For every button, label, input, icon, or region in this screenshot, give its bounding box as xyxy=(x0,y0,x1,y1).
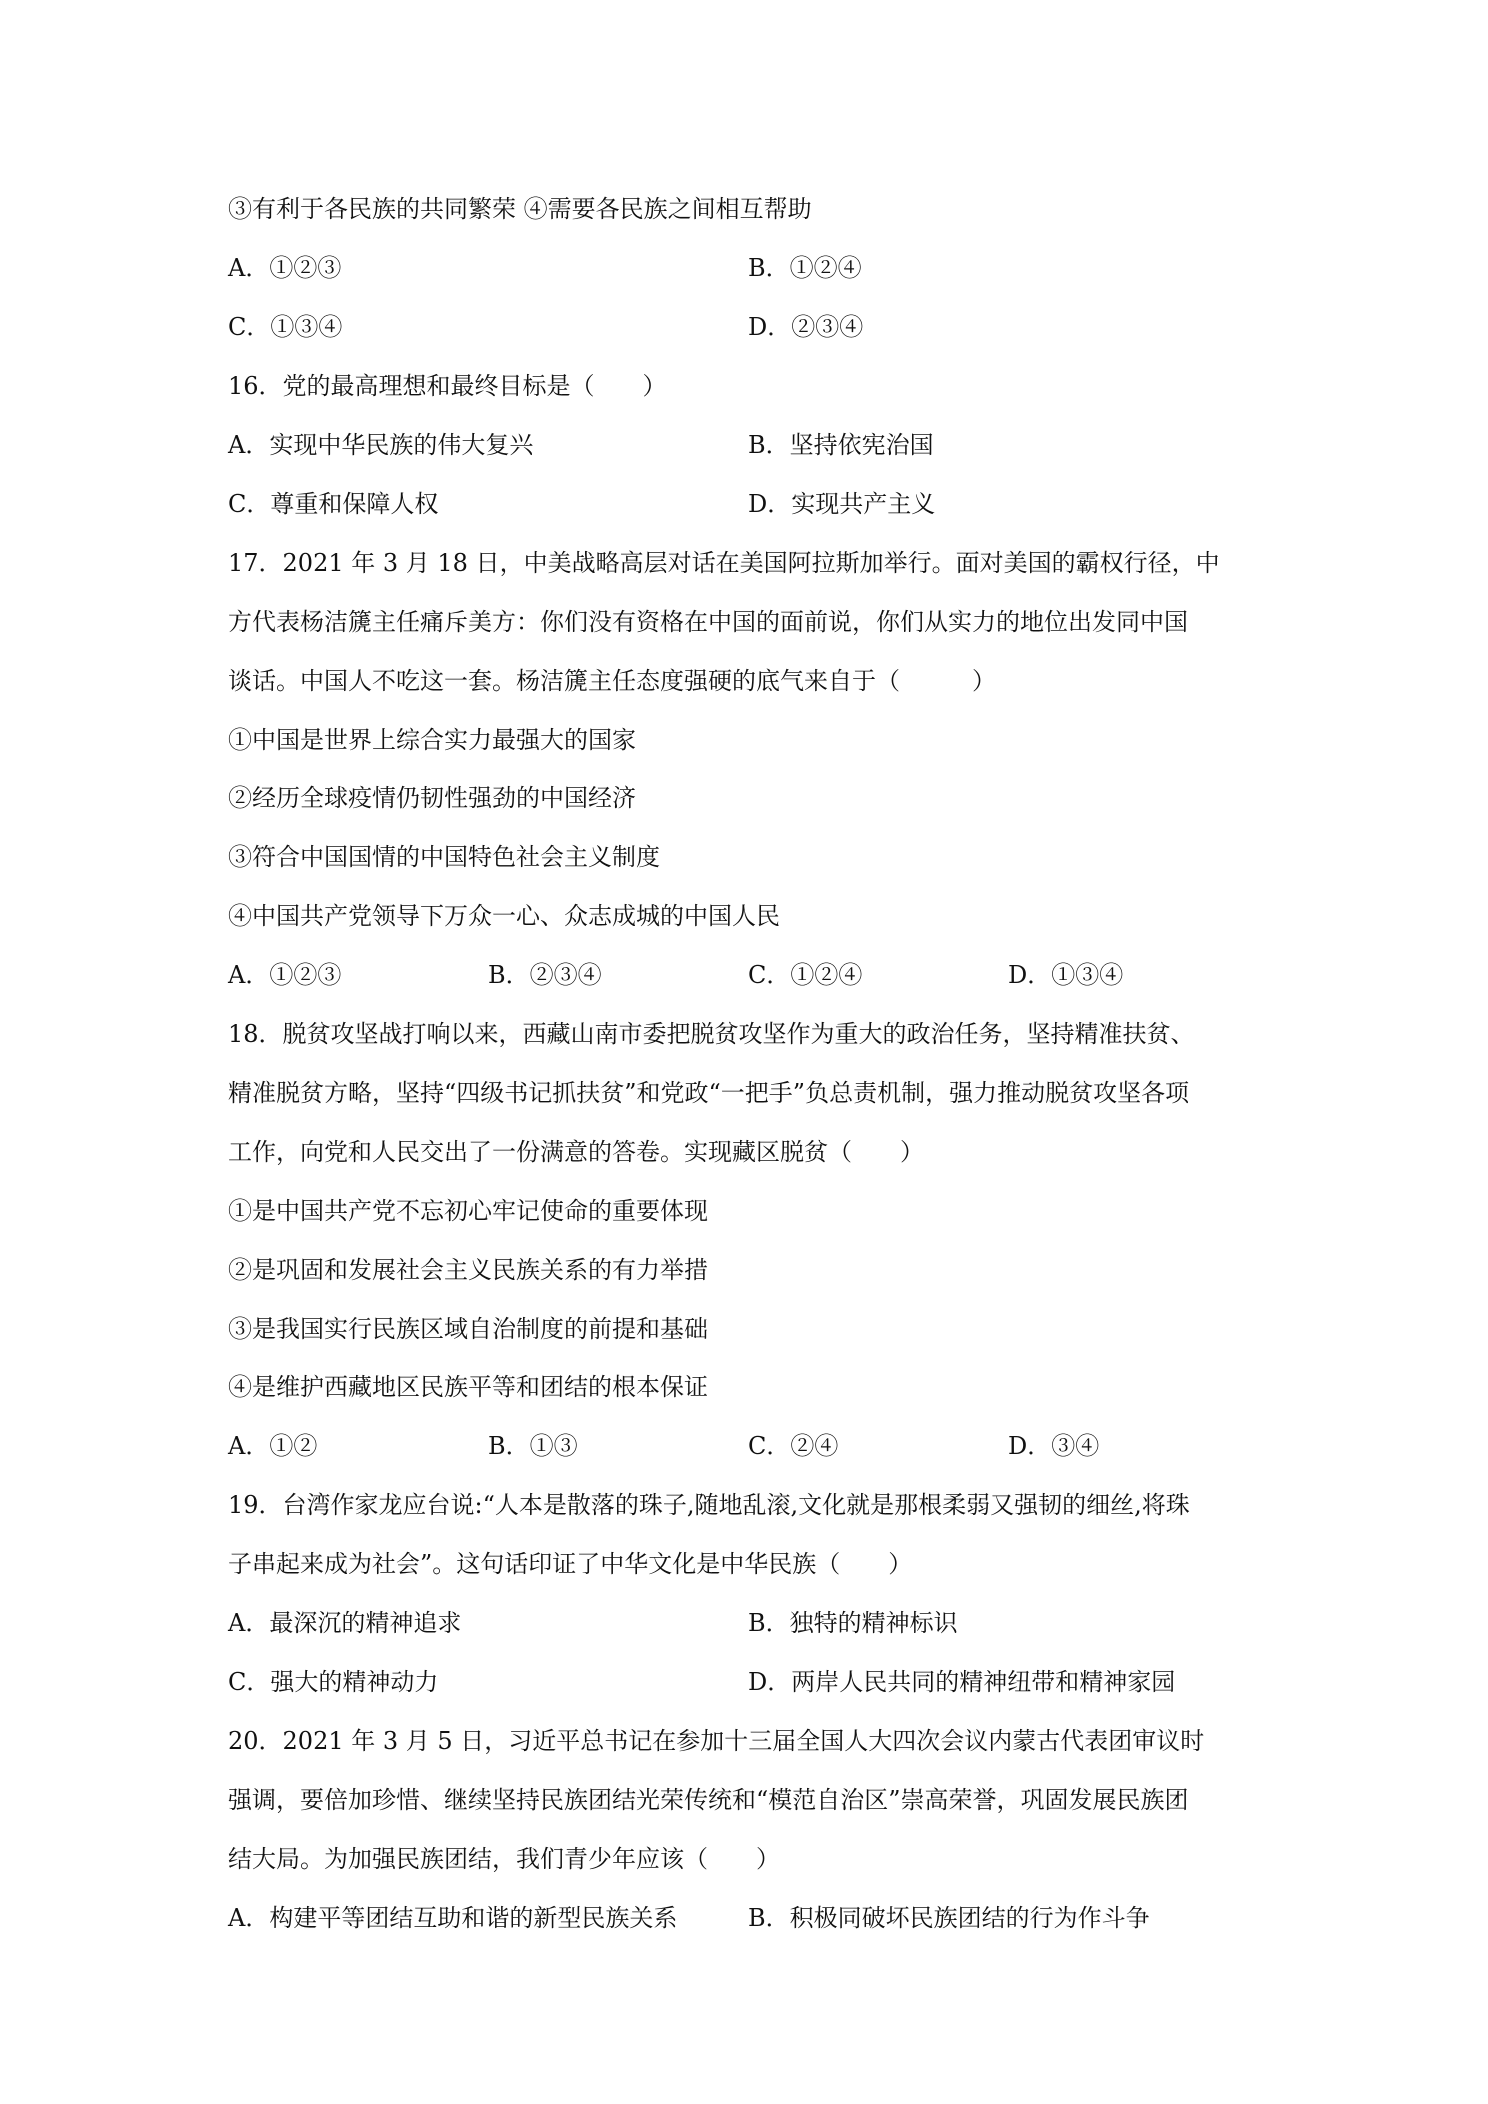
q16-option-a: A．实现中华民族的伟大复兴 xyxy=(228,431,534,459)
q18-option-c: C．②④ xyxy=(748,1432,839,1460)
q15-option-a: A．①②③ xyxy=(228,254,342,282)
q20-option-b: B．积极同破坏民族团结的行为作斗争 xyxy=(748,1904,1150,1932)
q17-stem-line: 17．2021 年 3 月 18 日，中美战略高层对话在美国阿拉斯加举行。面对美国的霸权行径，中 xyxy=(228,549,1220,577)
q15-option-b: B．①②④ xyxy=(748,254,862,282)
q17-option-a: A．①②③ xyxy=(228,961,342,989)
q15-item-line: ③有利于各民族的共同繁荣 ④需要各民族之间相互帮助 xyxy=(228,195,812,223)
q17-item: ④中国共产党领导下万众一心、众志成城的中国人民 xyxy=(228,902,780,930)
q18-option-d: D．③④ xyxy=(1008,1432,1100,1460)
q16-option-b: B．坚持依宪治国 xyxy=(748,431,934,459)
q19-option-b: B．独特的精神标识 xyxy=(748,1609,958,1637)
q18-stem-line: 工作，向党和人民交出了一份满意的答卷。实现藏区脱贫（ ） xyxy=(228,1138,924,1166)
q18-item: ③是我国实行民族区域自治制度的前提和基础 xyxy=(228,1315,708,1343)
q17-stem-line: 方代表杨洁篪主任痛斥美方：你们没有资格在中国的面前说，你们从实力的地位出发同中国 xyxy=(228,608,1188,636)
q20-stem-line: 结大局。为加强民族团结，我们青少年应该（ ） xyxy=(228,1845,780,1873)
q19-option-d: D．两岸人民共同的精神纽带和精神家园 xyxy=(748,1668,1176,1696)
q17-item: ③符合中国国情的中国特色社会主义制度 xyxy=(228,843,660,871)
q19-option-a: A．最深沉的精神追求 xyxy=(228,1609,462,1637)
q19-stem-line: 子串起来成为社会”。这句话印证了中华文化是中华民族（ ） xyxy=(228,1550,913,1578)
q18-option-a: A．①② xyxy=(228,1432,318,1460)
q16-stem: 16．党的最高理想和最终目标是（ ） xyxy=(228,372,667,400)
q18-item: ①是中国共产党不忘初心牢记使命的重要体现 xyxy=(228,1197,708,1225)
q18-item: ②是巩固和发展社会主义民族关系的有力举措 xyxy=(228,1256,708,1284)
q17-option-d: D．①③④ xyxy=(1008,961,1124,989)
q19-option-c: C．强大的精神动力 xyxy=(228,1668,439,1696)
q18-item: ④是维护西藏地区民族平等和团结的根本保证 xyxy=(228,1373,708,1401)
q19-stem-line: 19．台湾作家龙应台说:“人本是散落的珠子,随地乱滚,文化就是那根柔弱又强韧的细丝,将珠 xyxy=(228,1491,1190,1519)
q18-option-b: B．①③ xyxy=(488,1432,578,1460)
q17-option-c: C．①②④ xyxy=(748,961,863,989)
q20-stem-line: 强调，要倍加珍惜、继续坚持民族团结光荣传统和“模范自治区”崇高荣誉，巩固发展民族团 xyxy=(228,1786,1189,1814)
q18-stem-line: 18．脱贫攻坚战打响以来，西藏山南市委把脱贫攻坚作为重大的政治任务，坚持精准扶贫、 xyxy=(228,1020,1195,1048)
q17-item: ①中国是世界上综合实力最强大的国家 xyxy=(228,726,636,754)
q15-option-c: C．①③④ xyxy=(228,313,343,341)
q17-item: ②经历全球疫情仍韧性强劲的中国经济 xyxy=(228,784,636,812)
q18-stem-line: 精准脱贫方略，坚持“四级书记抓扶贫”和党政“一把手”负总责机制，强力推动脱贫攻坚各项 xyxy=(228,1079,1190,1107)
q16-option-d: D．实现共产主义 xyxy=(748,490,936,518)
q15-option-d: D．②③④ xyxy=(748,313,864,341)
q17-option-b: B．②③④ xyxy=(488,961,602,989)
q20-stem-line: 20．2021 年 3 月 5 日，习近平总书记在参加十三届全国人大四次会议内蒙古代表团审议时 xyxy=(228,1727,1205,1755)
q20-option-a: A．构建平等团结互助和谐的新型民族关系 xyxy=(228,1904,678,1932)
q16-option-c: C．尊重和保障人权 xyxy=(228,490,439,518)
q17-stem-line: 谈话。中国人不吃这一套。杨洁篪主任态度强硬的底气来自于（ ） xyxy=(228,667,996,695)
